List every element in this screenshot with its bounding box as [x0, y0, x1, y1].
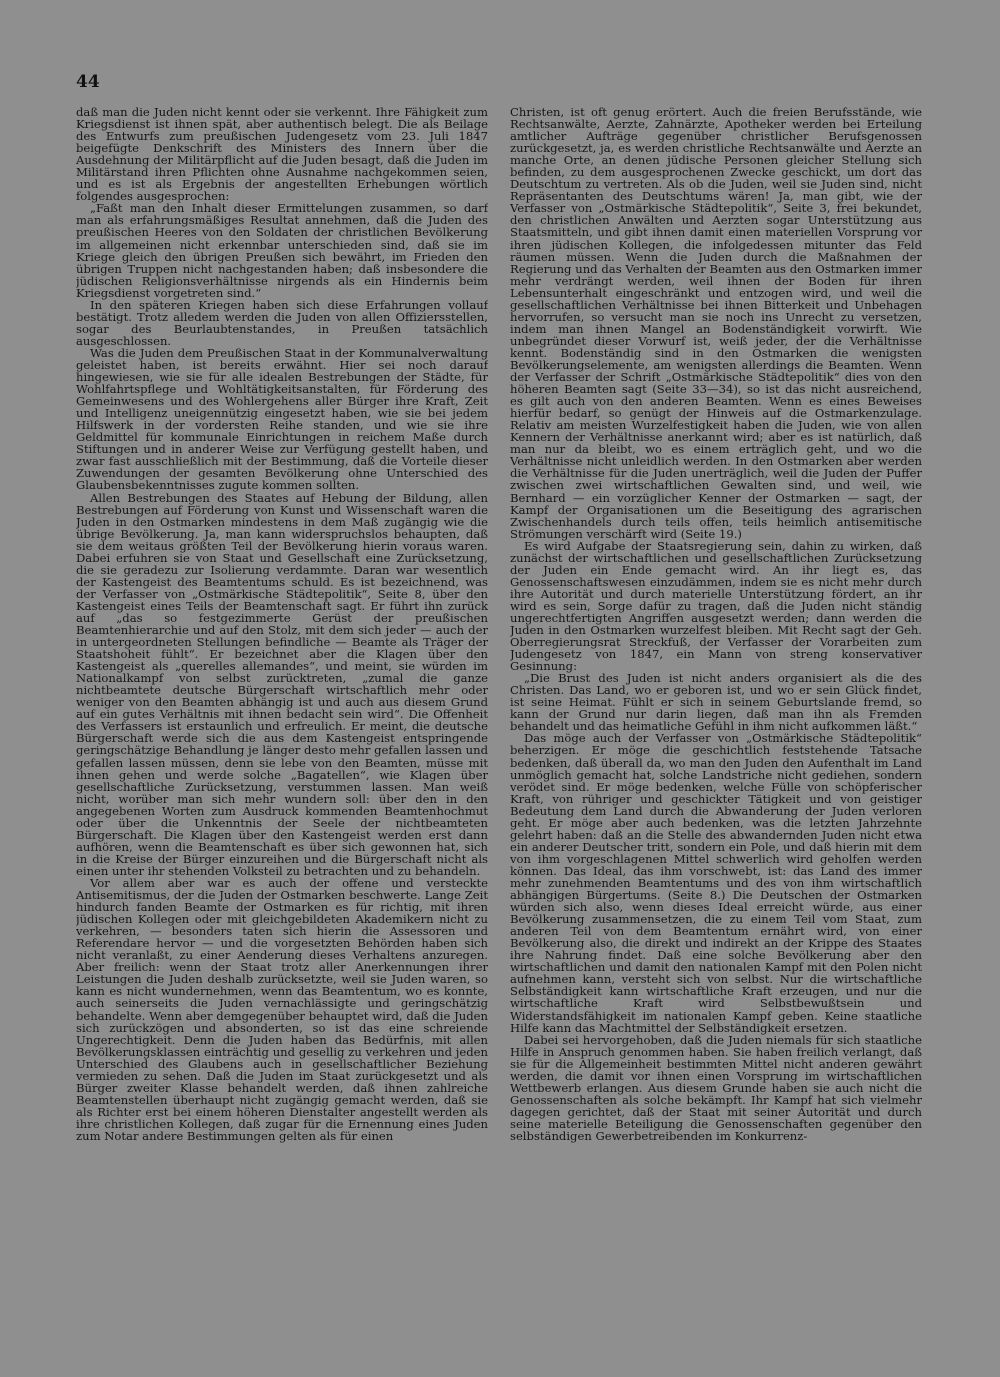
- paragraph: daß man die Juden nicht kennt oder sie verkennt. Ihre Fähigkeit zum Kriegsdienst ist ihnen spät, aber authentisch belegt. Die als Beilage des Entwurfs zum preußischen Judengesetz vom 23. Juli 1847 beigefügte Denkschrift des Ministers des Innern über die Ausdehnung der Militärpflicht auf die Juden besagt, daß die Juden im Militärstand ihren Pflichten ohne Ausnahme nachgekommen seien, und es ist als Ergebnis der angestellten Erhebungen wörtlich folgendes ausgesprochen:: [76, 106, 488, 204]
- paragraph: Das möge auch der Verfasser von „Ostmärkische Städtepolitik“ beherzigen. Er möge die geschichtlich feststehende Tatsache bedenken, daß überall da, wo man den Juden den Aufenthalt im Land unmöglich gemacht hat, solche Landstriche nicht gediehen, sondern verödet sind. Er möge bedenken, welche Fülle von schöpferischer Kraft, von rühriger und geschickter Tätigkeit und von geistiger Bedeutung dem Land durch die Abwanderung der Juden verloren geht. Er möge aber auch bedenken, was die letzten Jahrzehnte gelehrt haben: daß an die Stelle des abwandernden Juden nicht etwa ein anderer Deutscher tritt, sondern ein Pole, und daß hierin mit dem von ihm vorgeschlagenen Mittel schwerlich wird geholfen werden können. Das Ideal, das ihm vorschwebt, ist: das Land des immer mehr zunehmenden Beamtentums und des von ihm wirtschaftlich abhängigen Bürgertums. (Seite 8.) Die Deutschen der Ostmarken würden sich also, wenn dieses Ideal erreicht würde, aus einer Bevölkerung zusammensetzen, die zu einem Teil vom Staat, zum anderen Teil von dem Beamtentum ernährt wird, von einer Bevölkerung also, die direkt und indirekt an der Krippe des Staates ihre Nahrung findet. Daß eine solche Bevölkerung aber den wirtschaftlichen und damit den nationalen Kampf mit den Polen nicht aufnehmen kann, versteht sich von selbst. Nur die wirtschaftliche Selbständigkeit kann wirtschaftliche Kraft erzeugen, und nur die wirtschaftliche Kraft wird Selbstbewußtsein und Widerstandsfähigkeit im nationalen Kampf geben. Keine staatliche Hilfe kann das Machtmittel der Selbständigkeit ersetzen.: [510, 731, 922, 1035]
- paragraph: Christen, ist oft genug erörtert. Auch die freien Berufsstände, wie Rechtsanwälte, Aerzte, Zahnärzte, Apotheker werden bei Erteilung amtlicher Aufträge gegenüber christlicher Berufsgenossen zurückgesetzt, ja, es werden christliche Rechtsanwälte und Aerzte an manche Orte, an denen jüdische Personen gleicher Stellung sich befinden, zu dem ausgesprochenen Zwecke geschickt, um dort das Deutschtum zu vertreten. Als ob die Juden, weil sie Juden sind, nicht Repräsentanten des Deutschtums wären! Ja, man gibt, wie der Verfasser von „Ostmärkische Städtepolitik“, Seite 3, frei bekundet, den christlichen Anwälten und Aerzten sogar Unterstützung aus Staatsmitteln, und gibt ihnen damit einen materiellen Vorsprung vor ihren jüdischen Kollegen, die infolgedessen mitunter das Feld räumen müssen. Wenn die Juden durch die Maßnahmen der Regierung und das Verhalten der Beamten aus den Ostmarken immer mehr verdrängt werden, weil ihnen der Boden für ihren Lebensunterhalt eingeschränkt und entzogen wird, und weil die gesellschaftlichen Verhältnisse bei ihnen Bitterkeit und Unbehagen hervorrufen, so versucht man sie noch ins Unrecht zu versetzen, indem man ihnen Mangel an Bodenständigkeit vorwirft. Wie unbegründet dieser Vorwurf ist, weiß jeder, der die Verhältnisse kennt. Bodenständig sind in den Ostmarken die wenigsten Bevölkerungselemente, am wenigsten allerdings die Beamten. Wenn der Verfasser der Schrift „Ostmärkische Städtepolitik“ dies von den höheren Beamten sagt (Seite 33—34), so ist das nicht ausreichend, es gilt auch von den anderen Beamten. Wenn es eines Beweises hierfür bedarf, so genügt der Hinweis auf die Ostmarkenzulage. Relativ am meisten Wurzelfestigkeit haben die Juden, wie von allen Kennern der Verhältnisse anerkannt wird; aber es ist natürlich, daß man nur da bleibt, wo es einem erträglich geht, und wo die Verhältnisse nicht unleidlich werden. In den Ostmarken aber werden die Verhältnisse für die Juden unerträglich, weil die Juden der Puffer zwischen zwei wirtschaftlichen Gewalten sind, und weil, wie Bernhard — ein vorzüglicher Kenner der Ostmarken — sagt, der Kampf der Organisationen um die Beseitigung des agrarischen Zwischenhandels durch teils offen, teils heimlich antisemitische Strömungen verschärft wird (Seite 19.): [510, 106, 922, 541]
- paragraph: Dabei sei hervorgehoben, daß die Juden niemals für sich staatliche Hilfe in Anspruch genommen haben. Sie haben freilich verlangt, daß sie für die Allgemeinheit bestimmten Mittel nicht anderen gewährt werden, die damit vor ihnen einen Vorsprung im wirtschaftlichen Wettbewerb erlangen. Aus diesem Grunde haben sie auch nicht die Genossenschaften als solche bekämpft. Ihr Kampf hat sich vielmehr dagegen gerichtet, daß der Staat mit seiner Autorität und durch seine materielle Beteiligung die Genossenschaften gegenüber den selbständigen Gewerbetreibenden im Konkurrenz-: [510, 1032, 922, 1143]
- paragraph: Was die Juden dem Preußischen Staat in der Kommunalverwaltung geleistet haben, ist bereits erwähnt. Hier sei noch darauf hingewiesen, wie sie für alle idealen Bestrebungen der Städte, für Wohlfahrtspflege und Wohltätigkeitsanstalten, für Förderung des Gemeinwesens und des Wohlergehens aller Bürger ihre Kraft, Zeit und Intelligenz uneigennützig eingesetzt haben, wie sie bei jedem Hilfswerk in der vordersten Reihe standen, und wie sie ihre Geldmittel für kommunale Einrichtungen in reichem Maße durch Stiftungen und in anderer Weise zur Verfügung gestellt haben, und zwar fast ausschließlich mit der Bestimmung, daß die Vorteile dieser Zuwendungen der gesamten Bevölkerung ohne Unterschied des Glaubensbekenntnisses zugute kommen sollten.: [76, 345, 488, 493]
- right-text-column: [510, 106, 922, 1351]
- paragraph: Es wird Aufgabe der Staatsregierung sein, dahin zu wirken, daß zunächst der wirtschaftlichen und gesellschaftlichen Zurücksetzung der Juden ein Ende gemacht wird. An ihr liegt es, das Genossenschaftswesen einzudämmen, indem sie es nicht mehr durch ihre Autorität und durch materielle Unterstützung fördert, an ihr wird es sein, Sorge dafür zu tragen, daß die Juden nicht ständig ungerechtfertigten Angriffen ausgesetzt werden; dann werden die Juden in den Ostmarken wurzelfest bleiben. Mit Recht sagt der Geh. Oberregierungsrat Streckfuß, der Verfasser der Vorarbeiten zum Judengesetz von 1847, ein Mann von streng konservativer Gesinnung:: [510, 538, 922, 674]
- page-number: 44: [76, 72, 100, 92]
- paragraph: Allen Bestrebungen des Staates auf Hebung der Bildung, allen Bestrebungen auf Förderung von Kunst und Wissenschaft waren die Juden in den Ostmarken mindestens in dem Maß zugängig wie die übrige Bevölkerung. Ja, man kann widerspruchslos behaupten, daß sie dem weitaus größten Teil der Bevölkerung hierin voraus waren. Dabei erfuhren sie von Staat und Gesellschaft eine Zurücksetzung, die sie geradezu zur Isolierung verdammte. Daran war wesentlich der Kastengeist des Beamtentums schuld. Es ist bezeichnend, was der Verfasser von „Ostmärkische Städtepolitik“, Seite 8, über den Kastengeist eines Teils der Beamtenschaft sagt. Er führt ihn zurück auf „das so festgezimmerte Gerüst der preußischen Beamtenhierarchie und auf den Stolz, mit dem sich jeder — auch der in untergeordneten Stellungen befindliche — Beamte als Träger der Staatshoheit fühlt“. Er bezeichnet aber die Klagen über den Kastengeist als „querelles allemandes“, und meint, sie würden im Nationalkampf von selbst zurücktreten, „zumal die ganze nichtbeamtete deutsche Bürgerschaft wirtschaftlich mehr oder weniger von den Beamten abhängig ist und auch aus diesem Grund auf ein gutes Verhältnis mit ihnen bedacht sein wird“. Die Offenheit des Verfassers ist erstaunlich und erfreulich. Er meint, die deutsche Bürgerschaft werde sich die aus dem Kastengeist entspringende geringschätzige Behandlung je länger desto mehr gefallen lassen und gefallen lassen müssen, denn sie lebe von den Beamten, müsse mit ihnen gehen und werde solche „Bagatellen“, wie Klagen über gesellschaftliche Zurücksetzung, verstummen lassen. Man weiß nicht, worüber man sich mehr wundern soll: über den in den angegebenen Worten zum Ausdruck kommenden Beamtenhochmut oder über die Unkenntnis der Seele der nichtbeamteten Bürgerschaft. Die Klagen über den Kastengeist werden erst dann aufhören, wenn die Beamtenschaft es über sich gewonnen hat, sich in die Kreise der Bürger einzureihen und die Bürgerschaft nicht als einen unter ihr stehenden Volksteil zu betrachten und zu behandeln.: [76, 490, 488, 878]
- left-text-column: [76, 106, 488, 1351]
- paragraph: In den späteren Kriegen haben sich diese Erfahrungen vollauf bestätigt. Trotz alledem werden die Juden von allen Offiziersstellen, sogar des Beurlaubtenstandes, in Preußen tatsächlich ausgeschlossen.: [76, 297, 488, 348]
- quotation: „Faßt man den Inhalt dieser Ermittelungen zusammen, so darf man als erfahrungsmäßiges Resultat annehmen, daß die Juden des preußischen Heeres von den Soldaten der christlichen Bevölkerung im allgemeinen nicht erkennbar unterschieden sind, daß sie im Kriege gleich den übrigen Preußen sich bewährt, im Frieden den übrigen Truppen nicht nachgestanden haben; daß insbesondere die jüdischen Religionsverhältnisse nirgends als ein Hindernis beim Kriegsdienst vorgetreten sind.“: [76, 201, 488, 300]
- paragraph: Vor allem aber war es auch der offene und versteckte Antisemitismus, der die Juden der Ostmarken beschwerte. Lange Zeit hindurch fanden Beamte der Ostmarken es für richtig, mit ihren jüdischen Kollegen oder mit gleichgebildeten Akademikern nicht zu verkehren, — besonders taten sich hierin die Assessoren und Referendare hervor — und die vorgesetzten Behörden haben sich nicht veranlaßt, zu einer Aenderung dieses Verhaltens anzuregen. Aber freilich: wenn der Staat trotz aller Anerkennungen ihrer Leistungen die Juden deshalb zurücksetzte, weil sie Juden waren, so kann es nicht wundernehmen, wenn das Beamtentum, wo es konnte, auch seinerseits die Juden vernachlässigte und geringschätzig behandelte. Wenn aber demgegenüber behauptet wird, daß die Juden sich zurückzögen und absonderten, so ist das eine schreiende Ungerechtigkeit. Denn die Juden haben das Bedürfnis, mit allen Bevölkerungsklassen einträchtig und gesellig zu verkehren und jeden Unterschied des Glaubens auch in gesellschaftlicher Beziehung vermieden zu sehen. Daß die Juden im Staat zurückgesetzt und als Bürger zweiter Klasse behandelt werden, daß ihnen zahlreiche Beamtenstellen überhaupt nicht zugängig gemacht werden, daß sie als Richter erst bei einem höheren Dienstalter angestellt werden als ihre christlichen Kollegen, daß zugar für die Ernennung eines Juden zum Notar andere Bestimmungen gelten als für einen: [76, 876, 488, 1143]
- quotation: „Die Brust des Juden ist nicht anders organisiert als die des Christen. Das Land, wo er geboren ist, und wo er sein Glück findet, ist seine Heimat. Fühlt er sich in seinem Geburtslande fremd, so kann der Grund nur darin liegen, daß man ihn als Fremden behandelt und das heimatliche Gefühl in ihm nicht aufkommen läßt.“: [510, 671, 922, 734]
